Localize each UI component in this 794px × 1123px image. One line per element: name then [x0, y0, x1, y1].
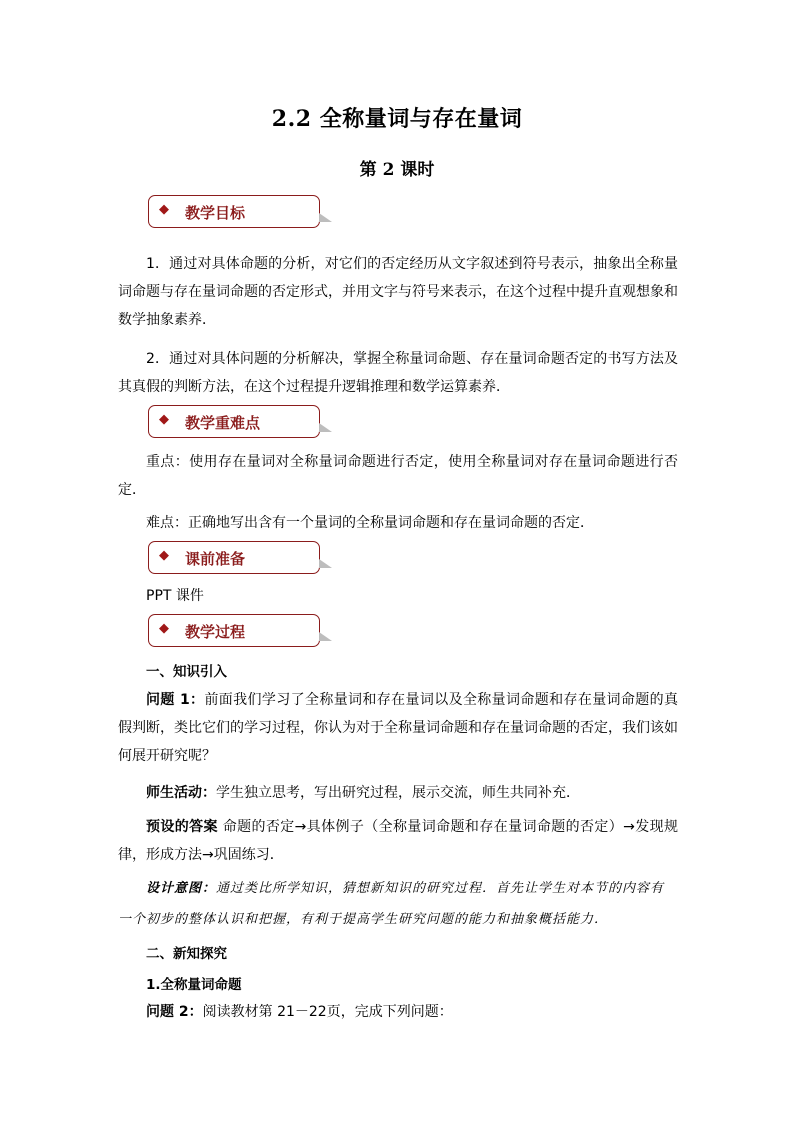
page-title: 2.2 全称量词与存在量词 — [271, 106, 523, 132]
answer-paragraph — [118, 813, 678, 869]
box-tail-decoration — [319, 559, 332, 568]
heading-universal-proposition: 1.全称量词命题 — [146, 977, 242, 993]
key-point-paragraph: 重点：使用存在量词对全称量词命题进行否定，使用全称量词对存在量词命题进行否定． — [118, 454, 678, 498]
question-1-paragraph — [118, 686, 678, 770]
heading-new-knowledge: 二、新知探究 — [146, 946, 227, 962]
section-label: 教学重难点 — [185, 414, 261, 432]
answer-label: 预设的答案 — [146, 819, 218, 835]
goal-paragraph-1: 1．通过对具体命题的分析，对它们的否定经历从文字叙述到符号表示，抽象出全称量词命题与存在量词命题的否定形式，并用文字与符号来表示，在这个过程中提升直观想象和数学抽象素养． — [118, 256, 678, 328]
question-2-text: 阅读教材第 21－22页，完成下列问题： — [202, 1004, 453, 1020]
question-2-label: 问题 2： — [146, 1004, 203, 1020]
design-intent-text: 通过类比所学知识，猜想新知识的研究过程．首先让学生对本节的内容有一个初步的整体认识和把握，有利于提高学生研究问题的能力和抽象概括能力． — [118, 881, 665, 927]
diamond-icon: ◆ — [159, 412, 169, 427]
diamond-icon: ◆ — [159, 202, 169, 217]
diamond-icon: ◆ — [159, 621, 169, 636]
section-header-goals — [148, 195, 320, 228]
heading-knowledge-intro: 一、知识引入 — [146, 664, 227, 680]
section-header-preparation — [148, 541, 320, 574]
box-tail-decoration — [319, 632, 332, 641]
section-header-key-points — [148, 405, 320, 438]
activity-paragraph — [118, 779, 678, 807]
page-subtitle: 第 2 课时 — [359, 160, 435, 180]
goal-paragraph-2: 2．通过对具体问题的分析解决，掌握全称量词命题、存在量词命题否定的书写方法及其真假的判断方法，在这个过程提升逻辑推理和数学运算素养． — [118, 351, 678, 395]
question-1-text: 前面我们学习了全称量词和存在量词以及全称量词命题和存在量词命题的真假判断，类比它们的学习过程，你认为对于全称量词命题和存在量词命题的否定，我们该如何展开研究呢？ — [118, 692, 679, 764]
diamond-icon: ◆ — [159, 548, 169, 563]
question-2-paragraph — [118, 998, 678, 1026]
design-intent-label: 设计意图： — [146, 881, 217, 896]
design-intent-paragraph — [118, 873, 678, 935]
activity-label: 师生活动： — [146, 785, 216, 801]
activity-text: 学生独立思考，写出研究过程，展示交流，师生共同补充． — [216, 785, 580, 801]
preparation-text: PPT 课件 — [146, 588, 204, 604]
answer-text: 命题的否定→具体例子（全称量词命题和存在量词命题的否定）→发现规律，形成方法→巩固练习． — [118, 819, 678, 863]
section-label: 教学目标 — [185, 204, 246, 222]
section-label: 教学过程 — [185, 623, 246, 641]
section-header-process — [148, 614, 320, 647]
section-label: 课前准备 — [185, 550, 246, 568]
box-tail-decoration — [319, 213, 332, 222]
question-1-label: 问题 1： — [146, 692, 205, 708]
difficulty-paragraph: 难点：正确地写出含有一个量词的全称量词命题和存在量词命题的否定． — [146, 515, 594, 531]
box-tail-decoration — [319, 423, 332, 432]
